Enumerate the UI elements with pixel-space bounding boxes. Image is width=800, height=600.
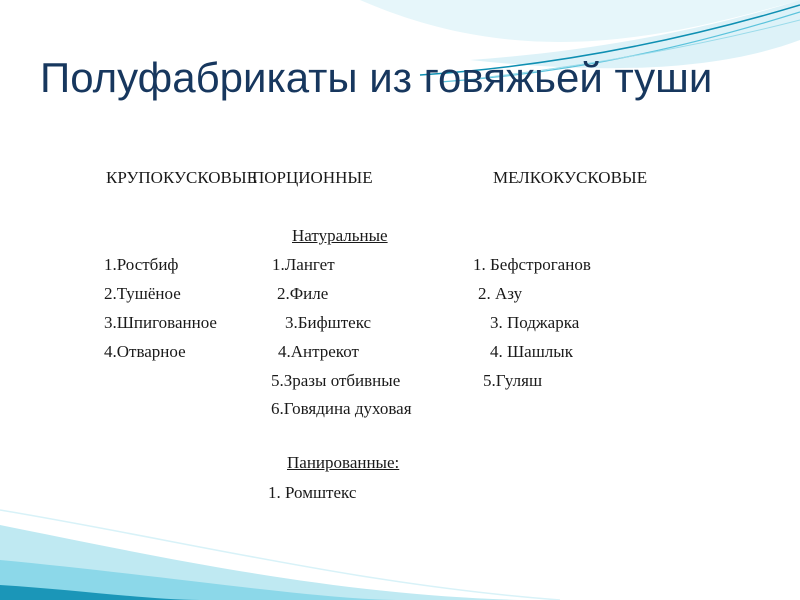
col2-item: 1.Лангет xyxy=(272,255,335,274)
breaded-item: 1. Ромштекс xyxy=(268,483,357,502)
col1-item: 3.Шпигованное xyxy=(104,313,217,332)
col2-item: 6.Говядина духовая xyxy=(271,399,412,418)
col1-item: 2.Тушёное xyxy=(104,284,181,303)
col3-item: 1. Бефстроганов xyxy=(473,255,591,274)
natural-heading: Натуральные xyxy=(292,226,388,245)
col1-item: 4.Отварное xyxy=(104,342,186,361)
col3-item: 2. Азу xyxy=(478,284,523,303)
header-large-cut: КРУПОКУСКОВЫЕ xyxy=(106,168,258,187)
col3-item: 5.Гуляш xyxy=(483,371,543,390)
col2-item: 4.Антрекот xyxy=(278,342,359,361)
breaded-heading: Панированные: xyxy=(287,453,400,472)
header-small-cut: МЕЛКОКУСКОВЫЕ xyxy=(493,168,648,187)
slide-title: Полуфабрикаты из говяжьей туши xyxy=(40,54,713,101)
header-portion: ПОРЦИОННЫЕ xyxy=(252,168,373,187)
col2-item: 3.Бифштекс xyxy=(285,313,372,332)
col2-item: 2.Филе xyxy=(277,284,329,303)
col2-item: 5.Зразы отбивные xyxy=(271,371,401,390)
col3-item: 3. Поджарка xyxy=(490,313,580,332)
col1-item: 1.Ростбиф xyxy=(104,255,179,274)
col3-item: 4. Шашлык xyxy=(490,342,573,361)
